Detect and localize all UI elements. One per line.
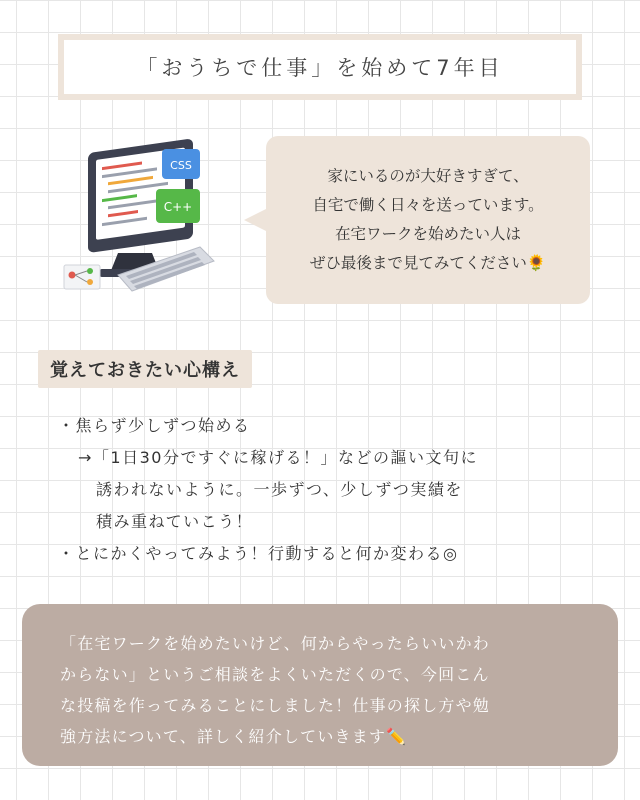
title-banner bbox=[58, 34, 582, 100]
page-title: 「おうちで仕事」を始めて7年目 bbox=[64, 40, 576, 94]
css-tag-icon bbox=[162, 149, 200, 179]
section-heading: 覚えておきたい心構え bbox=[38, 350, 252, 388]
tips-list bbox=[58, 410, 618, 570]
footer-line: な投稿を作ってみることにしました！仕事の探し方や勉 bbox=[60, 696, 491, 715]
tip-detail: 誘われないように。一歩ずつ、少しずつ実績を bbox=[96, 480, 463, 499]
tip-detail: 積み重ねていこう！ bbox=[96, 512, 254, 531]
footer-line: 「在宅ワークを始めたいけど、何からやったらいいかわ bbox=[60, 634, 491, 653]
footer-line: 強方法について、詳しく紹介していきます✏️ bbox=[60, 727, 408, 746]
intro-speech-bubble bbox=[266, 136, 590, 304]
computer-illustration bbox=[60, 135, 250, 305]
css-tag-label: CSS bbox=[170, 159, 192, 172]
cpp-tag-label: C++ bbox=[163, 200, 193, 214]
cpp-tag-icon bbox=[156, 189, 200, 223]
intro-line: 在宅ワークを始めたい人は bbox=[334, 225, 521, 243]
intro-line: 家にいるのが大好きすぎて、 bbox=[327, 167, 529, 185]
intro-text bbox=[310, 162, 546, 278]
tip-item: ・焦らず少しずつ始める bbox=[58, 416, 251, 435]
footer-message-box bbox=[22, 604, 618, 766]
flowchart-card-icon bbox=[64, 265, 100, 289]
tip-item: ・とにかくやってみよう！行動すると何か変わる◎ bbox=[58, 544, 459, 563]
footer-line: からない」というご相談をよくいただくので、今回こん bbox=[60, 665, 490, 684]
intro-line: 自宅で働く日々を送っています。 bbox=[312, 196, 544, 214]
tip-detail: →「1日30分ですぐに稼げる！」などの謳い文句に bbox=[78, 448, 478, 467]
intro-line: ぜひ最後まで見てみてください🌻 bbox=[309, 254, 547, 272]
